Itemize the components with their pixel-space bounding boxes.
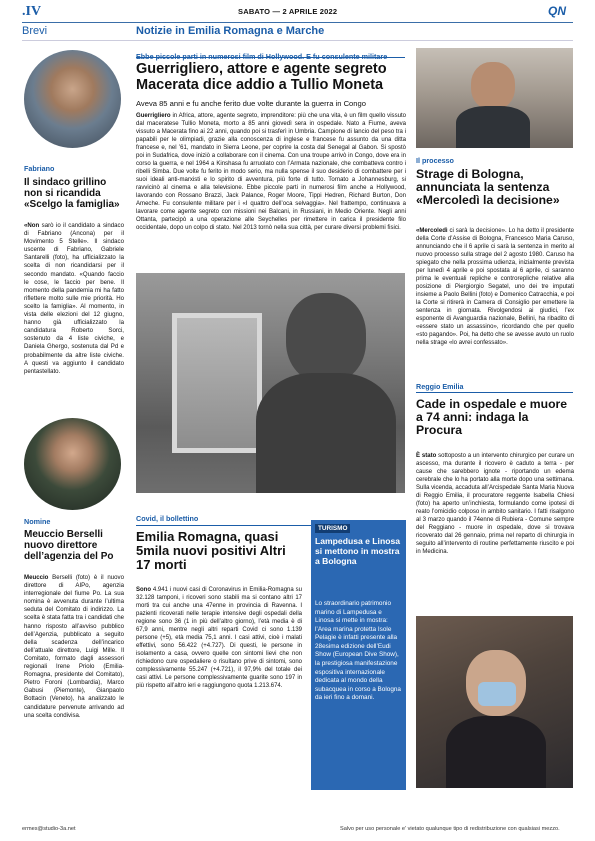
reggio-rule [416, 392, 573, 393]
brevi-photo-berselli [24, 418, 121, 510]
shoulders-shape [456, 106, 530, 148]
reggio-text: sottoposto a un intervento chirurgico per curare un ascesso, ma durante il ricovero è caduto a terra - per cause che sarebbero ignote - riportando un edema cerebrale che lo ha portato alla morte dopo una settimana. Sulla vicenda, accaduta all’Arcispedale Santa Maria Nuova di Reggio Emilia, il procuratore reggente Isabella Chiesi (foto) ha aperto un’inchiesta, formulando come ipotesi di reato l’omicidio colposo in ambito sanitario. I fatti risalgono al 3 marzo quando il 74enne di Rubiera - Comune sempre del Reggiano - muore in ospedale, dove si trovava ricoverato dal 26 gennaio, prima nel reparto di chirurgia in seguito all’intervento di routine perfettamente riuscito e poi in Medicina. [416, 453, 574, 556]
covid-lead: Sono [136, 587, 151, 593]
reggio-body [416, 452, 574, 556]
main-subtitle: Aveva 85 anni e fu anche ferito due volte durante la guerra in Congo [136, 99, 366, 108]
covid-body [136, 587, 302, 691]
processo-photo-bellini [416, 48, 573, 148]
reggio-kicker: Reggio Emilia [416, 382, 464, 391]
turismo-title: Lampedusa e Linosa si mettono in mostra a Bologna [315, 536, 401, 566]
brevi-photo-santarelli [24, 50, 121, 148]
covid-text: 4.941 i nuovi casi di Coronavirus in Emilia-Romagna su 32.128 tamponi, i ricoveri sono stabili ma si contano altri 17 morti tra cui anche una 47enne in provincia di Ravenna. I pazienti ricoverati nelle terapie intensive degli ospedali della regione sono 36 (1 in più dell’altro giorno), l’età media è di 67,9 anni, mentre negli altri reparti Covid ci sono 1.139 persone (+5), età media 75,1 anni. I casi attivi, cioè i malati effettivi, sono 56.422 (+4.727). Di questi, le persone in isolamento a casa, ovvero quelle con sintomi lievi che non richiedono cure ospedaliere o risultano prive di sintomi, sono complessivamente 55.247 (+4.721), il 97,9% del totale dei casi attivi. Le persone complessivamente guarite sono 197 in più rispetto all’altro ieri e raggiungono quota 1.213.674. [136, 587, 302, 689]
brevi-2-kicker: Nomine [24, 517, 51, 526]
footer-left: ermes@studio-3a.net [22, 826, 76, 832]
reggio-photo-chiesi [416, 616, 573, 788]
processo-lead: «Mercoledì [416, 228, 448, 234]
turismo-body: Lo straordinario patrimonio marino di Lampedusa e Linosa si mette in mostra: l’Area marina protetta Isole Pelagie è infatti presente alla 28esima edizione dell’Eudi Show (European Dive Show), la prestigiosa manifestazione espositiva internazionale dedicata al mondo della subacquea in corso a Bologna da ieri fino a domani. [315, 600, 401, 702]
brevi-1-body [24, 222, 124, 376]
brevi-2-text: Berselli (foto) è il nuovo direttore di AIPo, agenzia interregionale del fiume Po. La sua nomina è avvenuta durante l’ultima seduta del Comitato di indirizzo. La scelta è stata fatta tra i candidati che hanno risposto all’avviso pubblico dell’Agenzia, pubblicato a seguito della scadenza dell’incarico dell’attuale direttore, Luigi Mille. Il Comitato, formato dagli assessori regionali Irene Priolo (Emilia-Romagna, presidente del Comitato), Pietro Foroni (Lombardia), Marco Gabusi (Piemonte), Gianpaolo Bottacin (Veneto), ha analizzato le candidature pervenute arrivando ad una scelta condivisa. [24, 574, 124, 719]
processo-title: Strage di Bologna, annunciata la sentenza «Mercoledì la decisione» [416, 167, 560, 208]
main-lead: Guerrigliero [136, 113, 171, 119]
main-rule [136, 57, 405, 58]
main-title: Guerrigliero, attore e agente segreto Macerata dice addio a Tullio Moneta [136, 61, 387, 93]
brevi-2-lead: Meuccio [24, 574, 49, 581]
main-photo-moneta [136, 273, 405, 493]
brevi-2-body [24, 574, 124, 720]
footer-right: Salvo per uso personale e' vietato qualunque tipo di redistribuzione con qualsiasi mezzo. [340, 826, 560, 832]
page-number: .IV [22, 4, 42, 19]
body-shape [446, 716, 546, 788]
turismo-box [311, 520, 406, 790]
poster-frame [172, 313, 262, 453]
main-text: in Africa, attore, agente segreto, imprenditore: più che una vita, è un film quello vissuto dal maceratese Tullio Moneta, morto a 85 anni giovedì sera in ospedale. Nato a Fiume, aveva vissuto a Macerata fino ai 22 anni, quando poi si trasferì in Umbria. Campione di lancio del peso tra i papabili per le olimpiadi, grazie alla conoscenza di inglese e francese fu assunto da una ditta francese e, nel ’61, mandato in Sierra Leone, per coprire la costa dal Senegal al Gabon. Si spostò poi in Sudafrica, dove iniziò a collaborare con il cinema. Con una troupe arrivò in Congo, dove era in corso la guerra, e nel 1964 a Kinshasa fu arruolato con l’Armata nazionale, che combatteva contro i ribelli Simba. Due volte fu ferito in modo serio, ma nulla spense il suo desiderio di combattere per i suoi ideali anti-marxisti e lo spirito di avventura, più forte di tutto. Tornato a Johannesburg, si ravvicinò al cinema e alla televisione. Ebbe piccole parti in numerosi film anche a Hollywood, lavorando con Rossano Brazzi, Jack Palance, Roger Moore, Tippi Hedren, Richard Burton, Don Ameche. Fu consulente militare per i «I quattro dell’oca selvaggia». Nel frattempo, continuava a lavorare come agente segreto con missioni nei Balcani, in Russiani, in Medio Oriente. Negli anni Ottanta, partecipò a una operazione alle Seychelles per rimettere in carica il presidente filo occidentale, dopo un colpo di stato. Nel 2013 tornò nella sua città, per curare diversi problemi fisici. [136, 113, 406, 231]
brevi-1-lead: «Non [24, 222, 40, 229]
person-body [256, 373, 396, 493]
main-kicker-box [136, 46, 405, 56]
covid-title: Emilia Romagna, quasi 5mila nuovi positivi Altri 17 morti [136, 529, 286, 573]
processo-text: ci sarà la decisione». Lo ha detto il presidente della Corte d’Assise di Bologna, Francesco Maria Caruso, annunciando che il 6 aprile ci sarà la sentenza in merito al nuovo processo sulla strage del 2 agosto 1980. Caruso ha spiegato che nella prossima udienza, inizialmente prevista per lunedì 4 aprile e poi spostata al 6 aprile, ci saranno prima le eventuali repliche e controrepliche relative alla posizione di Piergiorgio Segatel, uno dei tre imputati insieme a Paolo Bellini (foto) e Domenico Catracchia, e poi la Corte si ritirerà in Camera di Consiglio per emettere la sentenza in giornata. Rivolgendosi ai giudici, l’ex esponente di Avanguardia nazionale, Bellini, ha ribadito di «essere stato un assassino», ricordando che per quello «sto pagando». Poi, ha detto che se avesse avuto un ruolo nella strage «lo avrei confessato». [416, 228, 574, 347]
processo-body [416, 227, 574, 347]
header-rule [22, 22, 573, 23]
left-column-title: Brevi [22, 25, 48, 37]
page-date: SABATO — 2 APRILE 2022 [238, 7, 338, 16]
turismo-tag: TURISMO [315, 524, 350, 533]
brevi-1-kicker: Fabriano [24, 164, 55, 173]
reggio-lead: È stato [416, 453, 437, 459]
mask-shape [478, 682, 516, 706]
face-shape [471, 62, 515, 110]
qn-logo: QN [548, 4, 566, 18]
main-body [136, 113, 406, 233]
brevi-1-text: sarò io il candidato a sindaco di Fabriano (Ancona) per il Movimento 5 Stelle». Il sindaco uscente di Fabriano, Gabriele Santarelli (foto), ha ufficializzato la scelta di non ricandidarsi per il secondo mandato. «Quando faccio le cose, le faccio per bene. Il momento della pandemia mi ha fatto riflettere molto sulle mie priorità. Ho scelto la famiglia». Al momento, in vista delle elezioni del 12 giugno, hanno già ufficializzato la candidatura Roberto Sorci, sostenuto da 4 liste civiche, e Daniela Ghergo, sostenuta dal Pd e probabilmente da altre liste civiche. A questi va aggiunto il candidato pentastellato. [24, 222, 124, 375]
section-rule [22, 40, 573, 41]
person-silhouette [286, 293, 366, 383]
brevi-1-title: Il sindaco grillino non si ricandida «Scelgo la famiglia» [24, 177, 120, 210]
processo-kicker: Il processo [416, 156, 454, 165]
brevi-2-title: Meuccio Berselli nuovo direttore dell’agenzia del Po [24, 529, 114, 562]
reggio-title: Cade in ospedale e muore a 74 anni: indaga la Procura [416, 397, 568, 438]
section-title: Notizie in Emilia Romagna e Marche [136, 25, 325, 37]
covid-kicker: Covid, il bollettino [136, 514, 199, 523]
